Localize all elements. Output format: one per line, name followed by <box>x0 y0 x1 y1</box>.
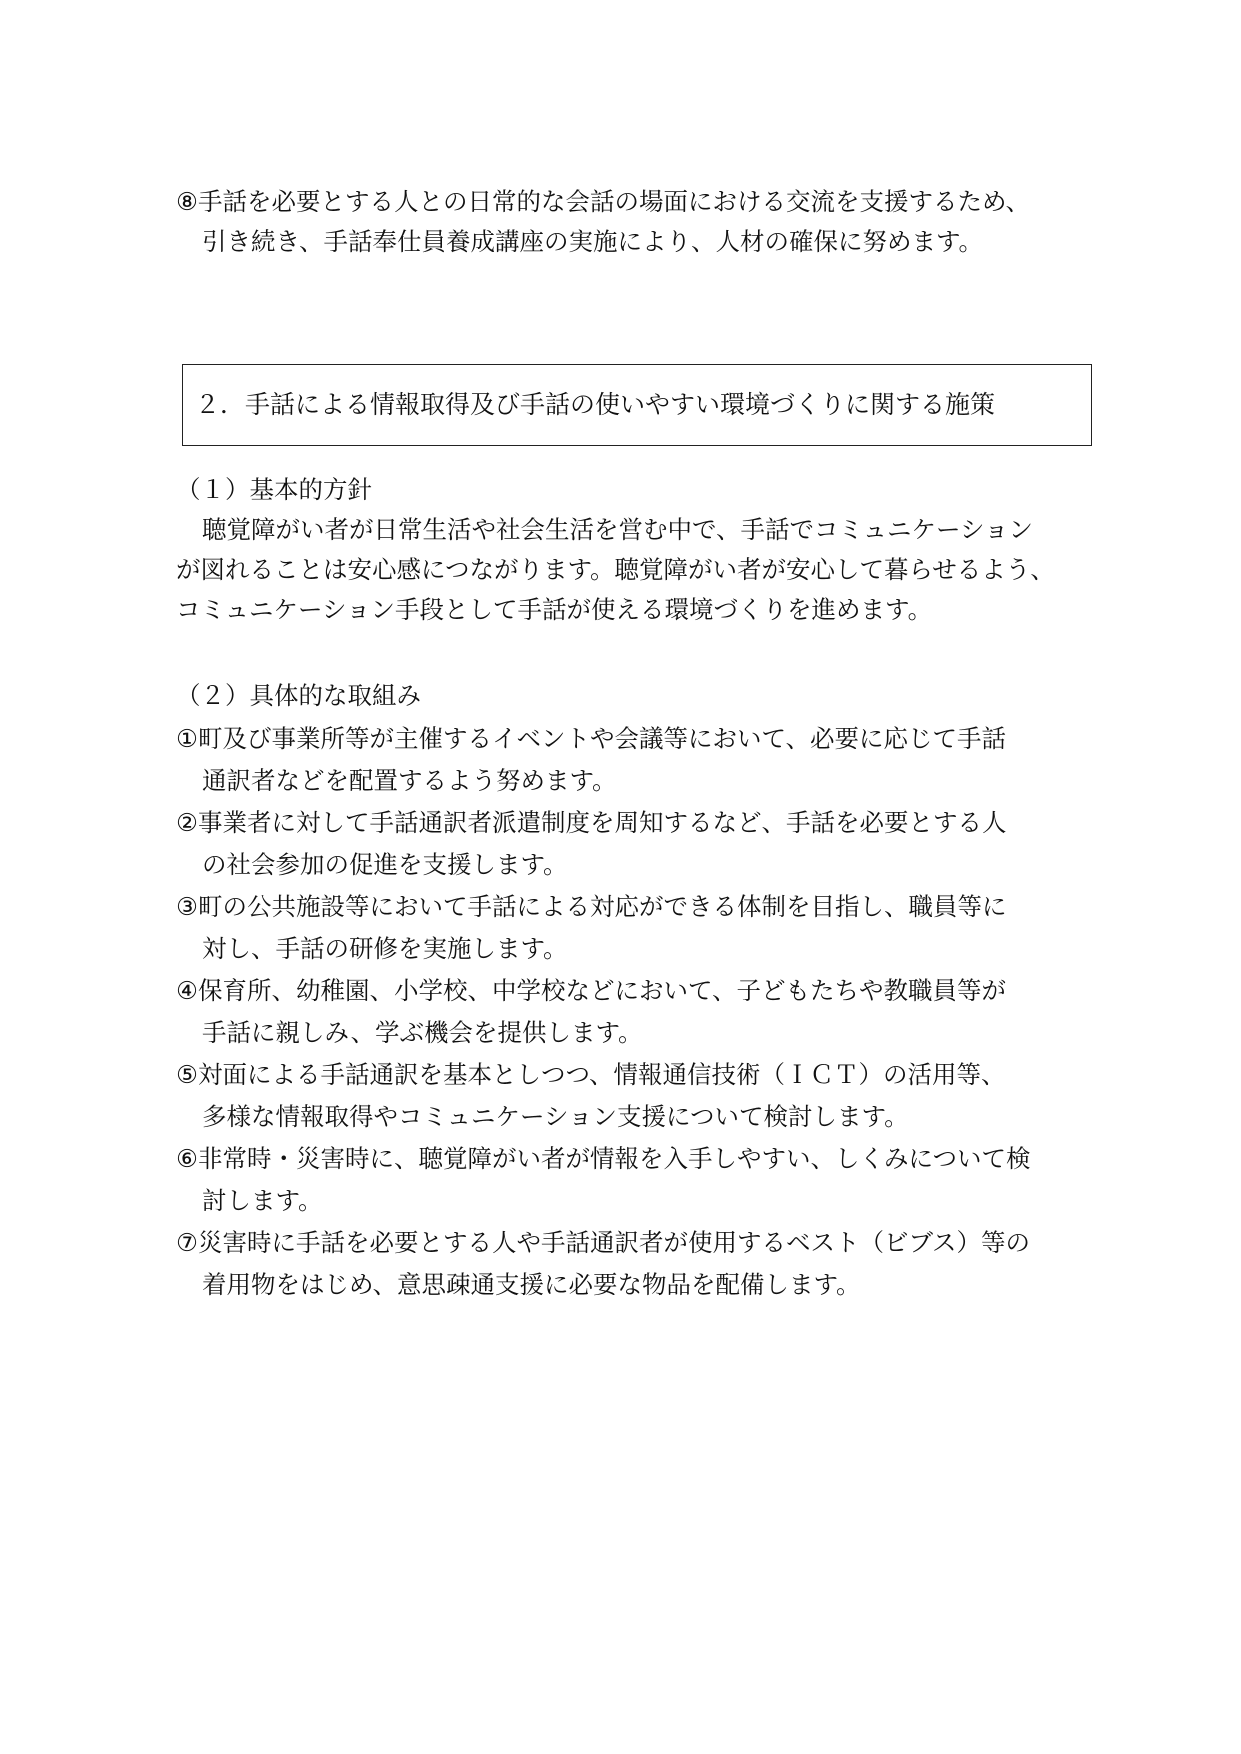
policy-line-2: が図れることは安心感につながります。聴覚障がい者が安心して暮らせるよう、 <box>176 555 1055 584</box>
list-item-5-line-1: ⑤対面による手話通訳を基本としつつ、情報通信技術（ＩＣＴ）の活用等、 <box>176 1060 1006 1089</box>
list-item-3-line-2: 対し、手話の研修を実施します。 <box>202 934 568 963</box>
list-item-6-line-2: 討します。 <box>202 1186 323 1215</box>
section-heading-box <box>182 364 1092 446</box>
list-item-7-line-2: 着用物をはじめ、意思疎通支援に必要な物品を配備します。 <box>202 1270 861 1299</box>
list-item-6-line-1: ⑥非常時・災害時に、聴覚障がい者が情報を入手しやすい、しくみについて検 <box>176 1144 1031 1173</box>
list-item-7-line-1: ⑦災害時に手話を必要とする人や手話通訳者が使用するベスト（ビブス）等の <box>176 1228 1030 1257</box>
list-item-5-line-2: 多様な情報取得やコミュニケーション支援について検討します。 <box>202 1102 909 1131</box>
intro-item-line-2: 引き続き、手話奉仕員養成講座の実施により、人材の確保に努めます。 <box>202 227 984 256</box>
list-item-2-line-2: の社会参加の促進を支援します。 <box>202 850 568 879</box>
policy-section <box>176 470 1136 630</box>
list-item-2-line-1: ②事業者に対して手話通訳者派遣制度を周知するなど、手話を必要とする人 <box>176 808 1007 837</box>
list-item-4-line-2: 手話に親しみ、学ぶ機会を提供します。 <box>202 1018 643 1047</box>
initiatives-title: （２）具体的な取組み <box>176 681 421 710</box>
policy-line-1: 聴覚障がい者が日常生活や社会生活を営む中で、手話でコミュニケーション <box>202 515 1034 544</box>
intro-item-8 <box>176 182 1136 262</box>
list-item-1-line-1: ①町及び事業所等が主催するイベントや会議等において、必要に応じて手話 <box>176 724 1006 753</box>
intro-item-line-1: ⑧手話を必要とする人との日常的な会話の場面における交流を支援するため、 <box>176 187 1030 216</box>
initiatives-list <box>176 718 1136 1306</box>
initiatives-title-block <box>176 676 1136 716</box>
list-item-1-line-2: 通訳者などを配置するよう努めます。 <box>202 766 617 795</box>
list-item-3-line-1: ③町の公共施設等において手話による対応ができる体制を目指し、職員等に <box>176 892 1007 921</box>
list-item-4-line-1: ④保育所、幼稚園、小学校、中学校などにおいて、子どもたちや教職員等が <box>176 976 1006 1005</box>
policy-line-3: コミュニケーション手段として手話が使える環境づくりを進めます。 <box>176 595 933 624</box>
section-heading: ２．手話による情報取得及び手話の使いやすい環境づくりに関する施策 <box>195 390 996 419</box>
policy-title: （１）基本的方針 <box>176 475 372 504</box>
